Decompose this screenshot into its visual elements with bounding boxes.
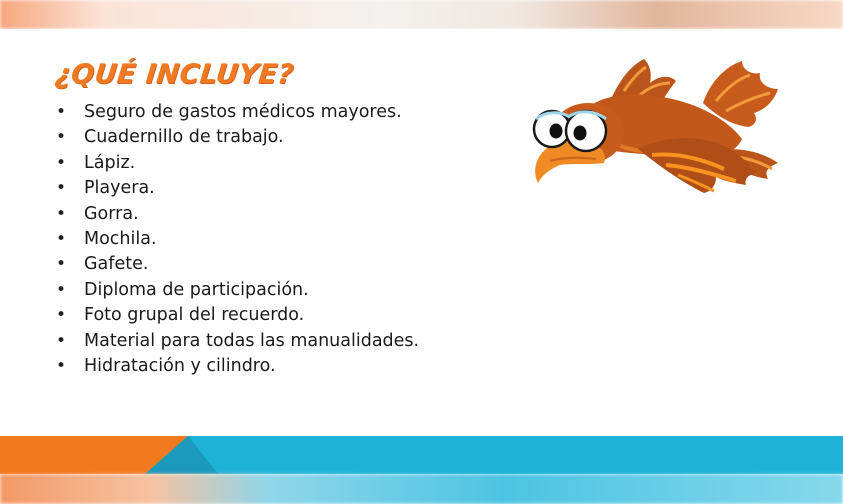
list-item: • Gorra. bbox=[56, 202, 419, 227]
slide-content bbox=[0, 29, 843, 436]
list-item: • Gafete. bbox=[56, 252, 419, 277]
list-item: • Mochila. bbox=[56, 227, 419, 252]
list-item: • Foto grupal del recuerdo. bbox=[56, 303, 419, 328]
cartoon-eagle-icon bbox=[528, 53, 790, 205]
list-item: • Diploma de participación. bbox=[56, 278, 419, 303]
list-item: • Lápiz. bbox=[56, 151, 419, 176]
bottom-decorative-band bbox=[0, 474, 843, 504]
list-item: • Material para todas las manualidades. bbox=[56, 329, 419, 354]
slide-title: ¿QUÉ INCLUYE? bbox=[53, 59, 296, 90]
list-item: • Seguro de gastos médicos mayores. bbox=[56, 100, 419, 125]
list-item: • Hidratación y cilindro. bbox=[56, 354, 419, 379]
includes-list bbox=[56, 100, 419, 379]
list-item: • Playera. bbox=[56, 176, 419, 201]
top-decorative-band bbox=[0, 0, 843, 29]
list-item: • Cuadernillo de trabajo. bbox=[56, 125, 419, 150]
